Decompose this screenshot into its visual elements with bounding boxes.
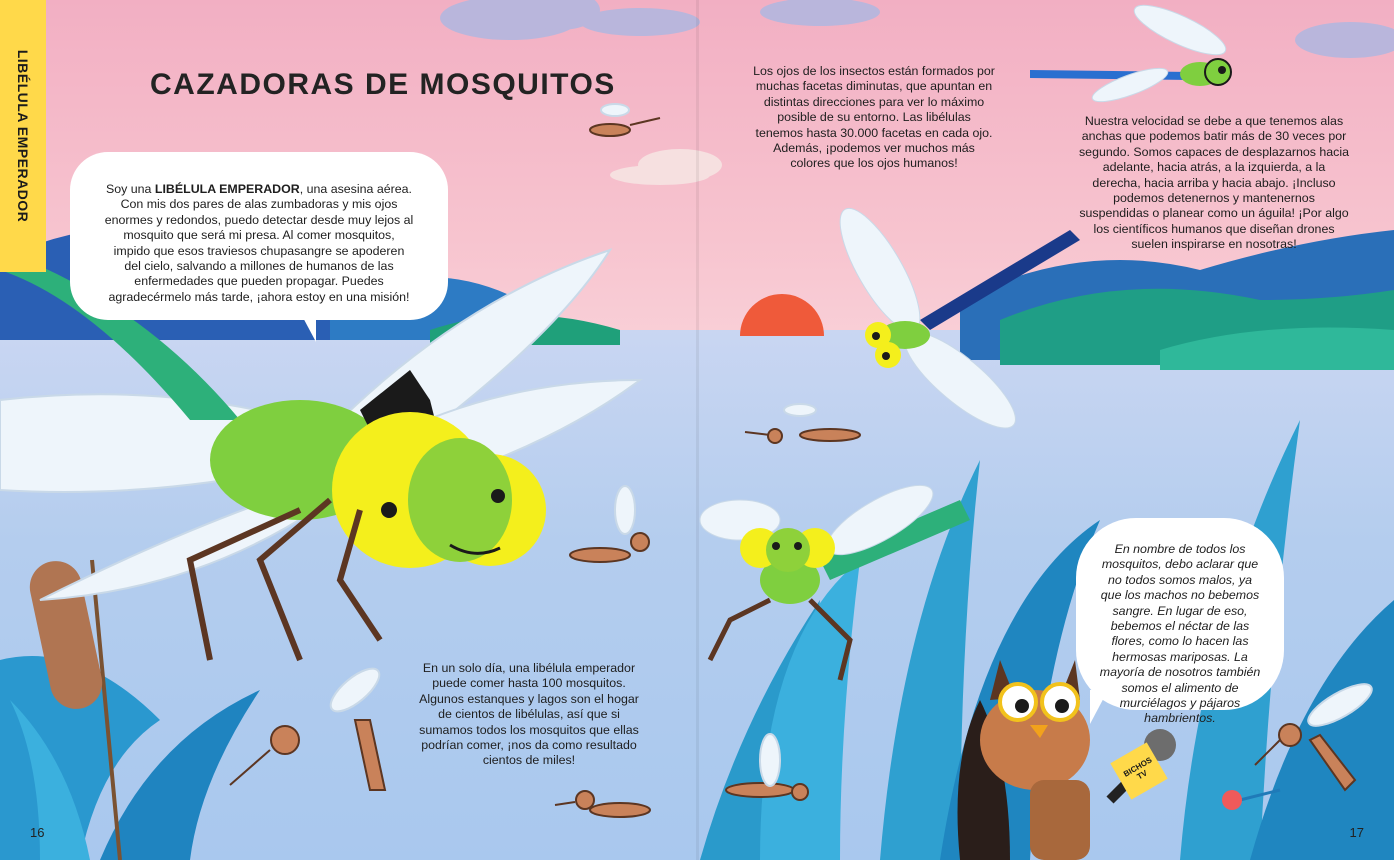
mic-label: BICHOS TV bbox=[1122, 755, 1154, 782]
bubble-left-bold: LIBÉLULA EMPERADOR bbox=[154, 182, 300, 196]
page-gutter bbox=[696, 0, 699, 860]
section-tab bbox=[0, 0, 46, 272]
speech-bubble-left-tail bbox=[300, 312, 316, 342]
text-eyes: Los ojos de los insectos están formados por muchas facetas diminutas, que apuntan en distintas direcciones para ver lo máximo posible de su entorno. Las libélulas tenemos hasta 30.000 facetas en cada ojo. Además, ¡podemos ver muchos más colores que los ojos humanos! bbox=[753, 64, 995, 171]
bubble-left-text bbox=[70, 152, 448, 305]
page-number-right: 17 bbox=[1349, 825, 1364, 840]
cloud-mid bbox=[610, 149, 722, 185]
page-title: CAZADORAS DE MOSQUITOS bbox=[150, 68, 616, 101]
mosquito-1 bbox=[590, 104, 660, 136]
tab-label: LIBÉLULA EMPERADOR bbox=[15, 49, 31, 223]
mosquito-3 bbox=[570, 486, 649, 562]
bubble-left-lead: Soy una bbox=[105, 182, 152, 196]
bubble-left-rest: , una asesina aérea. Con mis dos pares de alas zumbadoras y mis ojos enormes y redondos, puedo detectar desde muy lejos al mosquito que será mi presa. Al comer mosquitos, impido que esos traviesos chupasangre se apoderen del cielo, salvando a millones de humanos de las enfermedades que pueden propagar. Puedes agradecérmelo más tarde, ¡ahora estoy en una misión! bbox=[104, 182, 414, 304]
bubble-right-text: En nombre de todos los mosquitos, debo aclarar que no todos somos malos, ya que los machos no bebemos sangre. En lugar de eso, bebemos el néctar de las flores, como lo hacen las hermosas mariposas. La mayoría de nosotros también somos el alimento de murciélagos y pájaros hambrientos. bbox=[1099, 542, 1261, 726]
cloud-right bbox=[760, 0, 1394, 58]
text-day: En un solo día, una libélula emperador puede comer hasta 100 mosquitos. Algunos estanques y lagos son el hogar de cientos de libélulas, así que si sumamos todos los mosquitos que ellas podrían comer, ¡nos da como resultado cientos de miles! bbox=[419, 661, 639, 768]
mosquito-2 bbox=[745, 404, 860, 443]
speech-bubble-right bbox=[1076, 518, 1284, 726]
speech-bubble-right-tail bbox=[1090, 690, 1108, 724]
mosquito-4 bbox=[230, 662, 386, 790]
dragonfly-top-right bbox=[1030, 0, 1231, 108]
mosquito-6 bbox=[555, 791, 650, 817]
cloud-left bbox=[440, 0, 700, 40]
speech-bubble-left bbox=[70, 152, 448, 320]
sun-icon bbox=[740, 294, 824, 336]
page-number-left: 16 bbox=[30, 825, 45, 840]
text-speed: Nuestra velocidad se debe a que tenemos alas anchas que podemos batir más de 30 veces por segundo. Somos capaces de desplazarnos hacia adelante, hacia atrás, a la izquierda, a la derecha, hacia arriba y hacia abajo. ¡Incluso podemos detenernos y mantenernos suspendidas o planear como un águila! ¡Por algo los científicos humanos que diseñan drones suelen inspirarse en nosotras! bbox=[1078, 114, 1350, 252]
